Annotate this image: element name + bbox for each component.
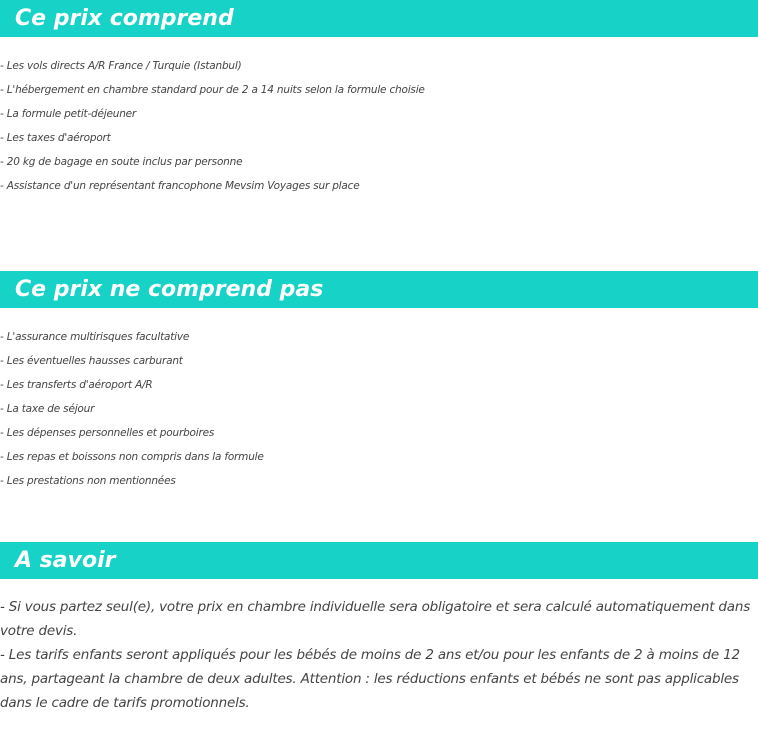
info-paragraph-children: - Les tarifs enfants seront appliqués pour les bébés de moins de 2 ans et/ou pour les enfants de 2 à moins de 12 ans, partageant la chambre de deux adultes. Attention : les réductions enfants et bébés ne sont pas applicables dans le cadre de tarifs promotionnels. bbox=[0, 647, 740, 711]
list-item: - Les éventuelles hausses carburant bbox=[0, 355, 183, 367]
list-item: - Les transferts d'aéroport A/R bbox=[0, 379, 153, 391]
section-title-ce-prix-ne-comprend-pas: Ce prix ne comprend pas bbox=[0, 271, 758, 308]
excluded-list bbox=[0, 325, 264, 493]
list-item: - Les dépenses personnelles et pourboires bbox=[0, 427, 215, 439]
section-title-ce-prix-comprend: Ce prix comprend bbox=[0, 0, 758, 37]
info-paragraph-single: - Si vous partez seul(e), votre prix en chambre individuelle sera obligatoire et sera calculé automatiquement dans votre devis. bbox=[0, 599, 751, 639]
list-item: - La taxe de séjour bbox=[0, 403, 95, 415]
list-item: - L'hébergement en chambre standard pour de 2 a 14 nuits selon la formule choisie bbox=[0, 84, 425, 96]
section-title-a-savoir: A savoir bbox=[0, 542, 758, 579]
list-item: - La formule petit-déjeuner bbox=[0, 108, 137, 120]
list-item: - Les prestations non mentionnées bbox=[0, 475, 176, 487]
list-item: - L'assurance multirisques facultative bbox=[0, 331, 190, 343]
list-item: - Les repas et boissons non compris dans la formule bbox=[0, 451, 264, 463]
list-item: - Les vols directs A/R France / Turquie (Istanbul) bbox=[0, 60, 242, 72]
included-list bbox=[0, 54, 425, 198]
list-item: - Les taxes d'aéroport bbox=[0, 132, 111, 144]
list-item: - 20 kg de bagage en soute inclus par personne bbox=[0, 156, 243, 168]
list-item: - Assistance d'un représentant francophone Mevsim Voyages sur place bbox=[0, 180, 360, 192]
